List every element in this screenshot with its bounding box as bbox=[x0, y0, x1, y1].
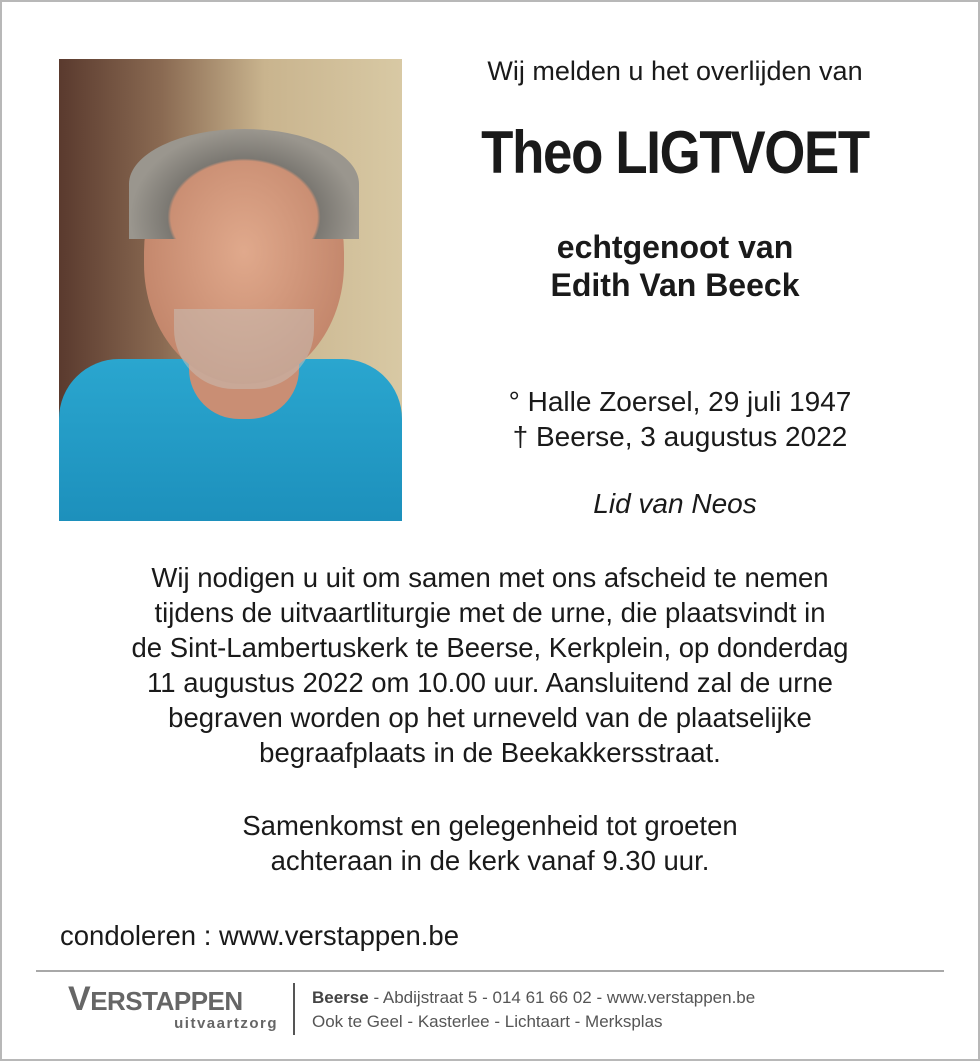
spouse-label: echtgenoot van bbox=[556, 229, 794, 265]
invitation-line: 11 augustus 2022 om 10.00 uur. Aansluitend zal de urne bbox=[147, 667, 833, 698]
invitation-line: begraafplaats in de Beekakkersstraat. bbox=[259, 737, 721, 768]
footer-separator bbox=[293, 983, 295, 1035]
spouse-name: Edith Van Beeck bbox=[550, 267, 800, 303]
gathering-line: achteraan in de kerk vanaf 9.30 uur. bbox=[270, 845, 710, 876]
birth-info: ° Halle Zoersel, 29 juli 1947 bbox=[508, 386, 852, 417]
gathering-text bbox=[40, 808, 940, 878]
logo-subtitle: uitvaartzorg bbox=[174, 1015, 278, 1032]
death-info: † Beerse, 3 augustus 2022 bbox=[512, 421, 848, 452]
funeral-home-info bbox=[312, 986, 755, 1034]
invitation-line: de Sint-Lambertuskerk te Beerse, Kerkplein, op donderdag bbox=[131, 632, 849, 663]
invitation-line: begraven worden op het urneveld van de plaatselijke bbox=[168, 702, 812, 733]
intro-text: Wij melden u het overlijden van bbox=[487, 56, 863, 86]
gathering-line: Samenkomst en gelegenheid tot groeten bbox=[242, 810, 738, 841]
portrait-photo bbox=[59, 59, 402, 521]
membership: Lid van Neos bbox=[593, 488, 757, 519]
invitation-line: tijdens de uitvaartliturgie met de urne, die plaatsvindt in bbox=[154, 597, 826, 628]
footer-city: Beerse bbox=[312, 988, 369, 1007]
spouse-block bbox=[430, 228, 920, 304]
deceased-name: Theo LIGTVOET bbox=[481, 119, 869, 186]
logo-text: ERSTAPPEN bbox=[90, 986, 243, 1016]
dates-block bbox=[440, 384, 920, 454]
invitation-line: Wij nodigen u uit om samen met ons afscheid te nemen bbox=[151, 562, 829, 593]
verstappen-logo bbox=[68, 980, 278, 1032]
condolences-link[interactable]: condoleren : www.verstappen.be bbox=[60, 920, 459, 951]
logo-initial: V bbox=[68, 980, 91, 1018]
footer-locations: Ook te Geel - Kasterlee - Lichtaart - Merksplas bbox=[312, 1012, 663, 1031]
footer-address: - Abdijstraat 5 - 014 61 66 02 - www.verstappen.be bbox=[368, 988, 756, 1007]
divider bbox=[36, 970, 944, 972]
invitation-text bbox=[40, 560, 940, 770]
